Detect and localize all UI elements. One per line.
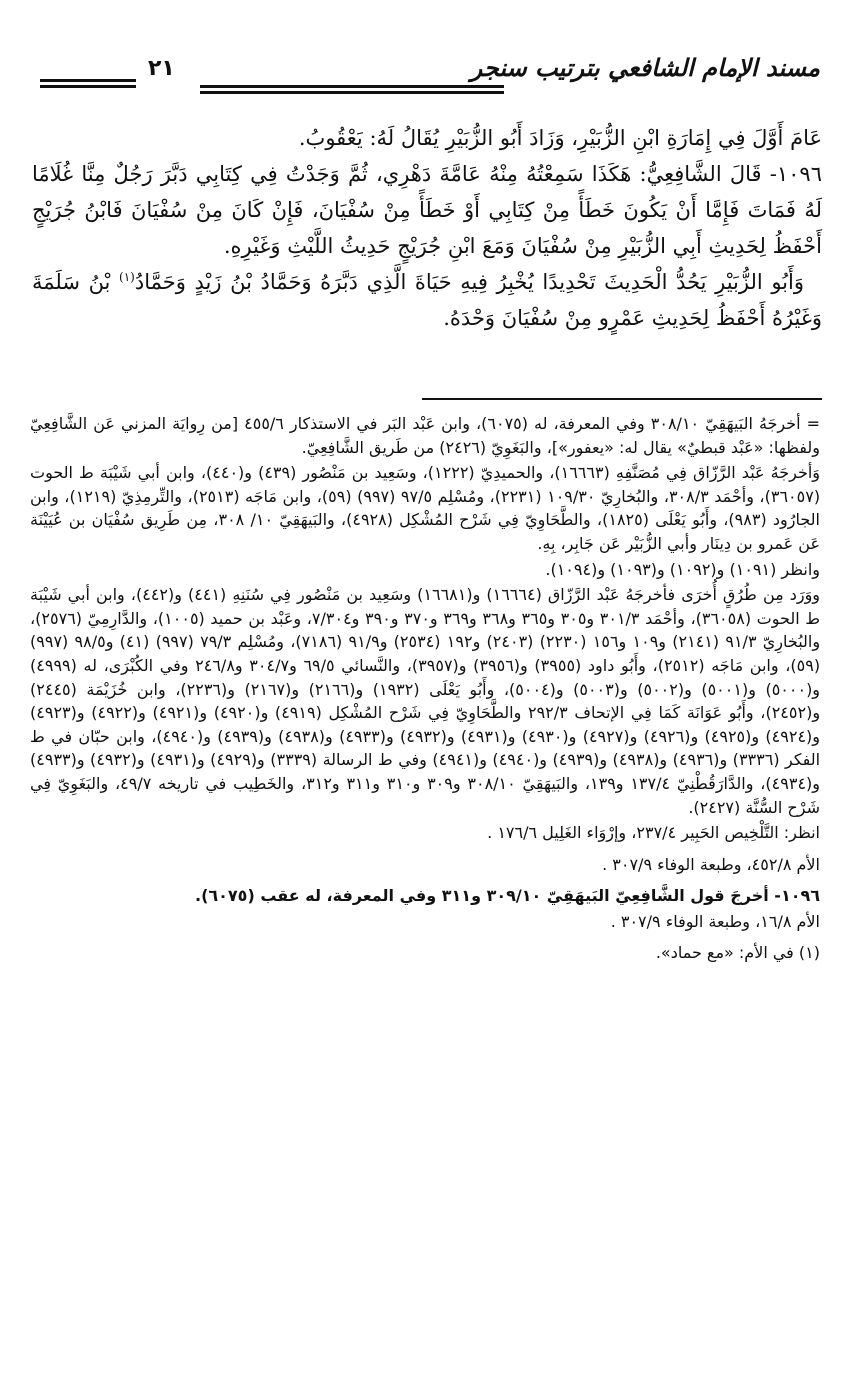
header-rule — [200, 85, 504, 88]
paragraph-text: بْنُ سَلَمَةَ وَغَيْرُهُ أَحْفَظُ لِحَدِيثِ عَمْرٍو مِنْ سُفْيَانَ وَحْدَهُ. — [32, 270, 822, 330]
footnote: وَأخرجَهُ عَبْد الرَّزّاق فِي مُصَنَّفِهِ (١٦٦٦٣)، والحميدِيّ (١٢٢٢)، وسَعِيد بن مَنْصُور (٤٣٩) و(٤٤٠)، وابن أبي شَيْبَة ط الحوت (٣٦٠٥٧)، وأحْمَد ٣٠٨/٣، والبُخارِيّ ١٠٩/٣٠ (٢٢٣١)، ومُسْلِم ٩٧/٥ (٩٩٧) (٥٩)، وابن مَاجَه (٢٥١٣)، والتِّرمِذِيّ (١٢١٩)، وابن الجارُود (٩٨٣)، وأَبُو يَعْلَى (١٨٢٥)، والطَّحَاوِيّ فِي شَرْح المُشْكِل (٤٩٢٨)، والبَيهَقِيّ ١٠/ ٣٠٨، مِن طَرِيق سُفْيَان بن عُيَيْنَة عَن عَمرو بن دِينَار وأبي الزُّبَيْر عَن جَابِر، بِهِ. — [30, 463, 821, 553]
header-rule — [40, 79, 136, 82]
header-rule — [40, 85, 136, 88]
paragraph: عَامَ أَوَّلَ فِي إِمَارَةِ ابْنِ الزُّبَيْرِ، وَزَادَ أَبُو الزُّبَيْرِ يُقَالُ لَهُ: يَعْقُوبُ. — [298, 126, 822, 150]
footnote-separator — [422, 398, 822, 400]
paragraph-text: وَأَبُو الزُّبَيْرِ يَحُدُّ الْحَدِيثَ تَحْدِيدًا يُخْبِرُ فِيهِ حَيَاةَ الَّذِي دَبَّرَهُ وَحَمَّادُ بْنُ زَيْدٍ وَحَمَّادُ — [134, 270, 804, 294]
footnote: ١٠٩٦- أخرجَ قول الشَّافِعِيّ البَيهَقِيّ ٣٠٩/١٠ و٣١١ وفي المعرفة، له عقب (٦٠٧٥). — [194, 886, 820, 906]
book-title: مسند الإمام الشافعي بترتيب سنجر — [470, 54, 820, 82]
footnote: (١) في الأم: «مع حماد». — [655, 943, 820, 963]
paragraph: ١٠٩٦- قَالَ الشَّافِعِيُّ: هَكَذَا سَمِعْتُهُ مِنْهُ عَامَّةَ دَهْرِي، ثُمَّ وَجَدْتُ فِي كِتَابِي دَبَّرَ رَجُلٌ مِنَّا غُلَامًا لَهُ فَمَاتَ فَإِمَّا أَنْ يَكُونَ خَطَأً مِنْ كِتَابِي أَوْ خَطَأً مِنْ سُفْيَانَ، فَإِنْ كَانَ مِنْ سُفْيَانَ فَابْنُ جُرَيْجٍ أَحْفَظُ لِحَدِيثِ أَبِي الزُّبَيْرِ مِنْ سُفْيَانَ وَمَعَ ابْنِ جُرَيْجٍ حَدِيثُ اللَّيْثِ وَغَيْرِهِ. — [32, 162, 822, 258]
footnote: وانظر (١٠٩١) و(١٠٩٢) و(١٠٩٣) و(١٠٩٤). — [545, 559, 820, 579]
running-header — [40, 52, 820, 98]
main-text — [32, 120, 822, 336]
paragraph — [32, 264, 822, 336]
footnote: الأم ٤٥٢/٨، وطبعة الوفاء ٣٠٧/٩ . — [602, 854, 820, 874]
page-number: ٢١ — [148, 56, 175, 81]
header-rule — [200, 91, 504, 94]
footnote-marker: (١) — [119, 270, 135, 284]
footnote: ووَرَد مِن طُرُقٍ أُخرَى فأخرجَهُ عَبْد الرَّزّاق (١٦٦٦٤) و(١٦٦٨١) وسَعِيد بن مَنْصُور فِي سُنَنِهِ (٤٤١) و(٤٤٢)، وابن أبي شَيْبَة ط الحوت (٣٦٠٥٨)، وأحْمَد ٣٠١/٣ و٣٠٥ و٣٦٥ و٣٦٨ و٣٦٩ و٣٧٠ و٣٩٠ و٧/٣٠٤، وعَبْد بن حميد (١٠٠٥)، والدَّارِمِيّ (٢٥٧٦)، والبُخارِيّ ٩١/٣ (٢١٤١) و١٠٩ و١٥٦ (٢٢٣٠) (٢٤٠٣) و١٩٢ (٢٥٣٤) و٩١/٩ (٧١٨٦)، ومُسْلِم ٧٩/٣ (٩٩٧) (٤١) و٩٨/٥ (٩٩٧) (٥٩)، وابن مَاجَه (٢٥١٢)، وأَبُو داود (٣٩٥٥) و(٣٩٥٦) و(٣٩٥٧)، والنَّسائي ٦٩/٥ و٣٠٤/٧ و٢٤٦/٨ وفي الكُبْرَى، له (٤٩٩٩) و(٥٠٠٠) و(٥٠٠١) و(٥٠٠٢) و(٥٠٠٣) و(٥٠٠٤)، وأَبُو يَعْلَى (١٩٣٢) و(٢١٦٦) و(٢١٦٧) و(٢٢٣٦)، وابن خُزَيْمَة (٢٤٤٥) و(٢٤٥٢)، وأَبُو عَوَانَة كَمَا فِي الإتحاف ٢٩٢/٣ والطَّحَاوِيّ فِي شَرْح المُشْكِل (٤٩١٩) و(٤٩٢٠) و(٤٩٢١) و(٤٩٢٢) و(٤٩٢٣) و(٤٩٢٤) و(٤٩٢٥) و(٤٩٢٦) و(٤٩٢٧) و(٤٩٣٠) و(٤٩٣١) و(٤٩٣٢) و(٤٩٣٣) و(٤٩٣٨) و(٤٩٣٩) و(٤٩٤٠)، وابن حبّان في ط الفكر (٣٣٣٦) و(٤٩٣٦) و(٤٩٣٨) و(٤٩٣٩) و(٤٩٤٠) و(٤٩٤١) وفي ط الرسالة (٣٣٣٩) و(٤٩٢٩) و(٤٩٣١) و(٤٩٣٢) و(٤٩٣٣) و(٤٩٣٤)، والدَّارَقُطْنِيّ ١٣٧/٤ و١٣٩، والبَيهَقِيّ ٣٠٨/١٠ و٣٠٩ و٣١٠ و٣١١ و٣١٢، والخَطِيب في تاريخه ٤٩/٧، والبَغَوِيّ فِي شَرْح السُّنَّة (٢٤٢٧). — [30, 585, 821, 817]
footnote: الأم ١٦/٨، وطبعة الوفاء ٣٠٧/٩ . — [610, 911, 820, 931]
footnotes — [30, 412, 820, 967]
footnote: انظر: التَّلْخِيص الحَبِير ٢٣٧/٤، وإرْوَاء الغَلِيل ١٧٦/٦ . — [487, 823, 820, 843]
footnote: = أخرجَهُ البَيهَقِيّ ٣٠٨/١٠ وفي المعرفة، له (٦٠٧٥)، وابن عَبْد البَر في الاستذكار ٤٥٥/٦ [من رِوايَة المزني عَن الشَّافِعِيّ ولفظها: «عَبْد قبطيٌ» يقال له: «يعفور»]، والبَغَوِيّ (٢٤٢٦) من طَريق الشَّافِعِيّ. — [30, 414, 821, 457]
